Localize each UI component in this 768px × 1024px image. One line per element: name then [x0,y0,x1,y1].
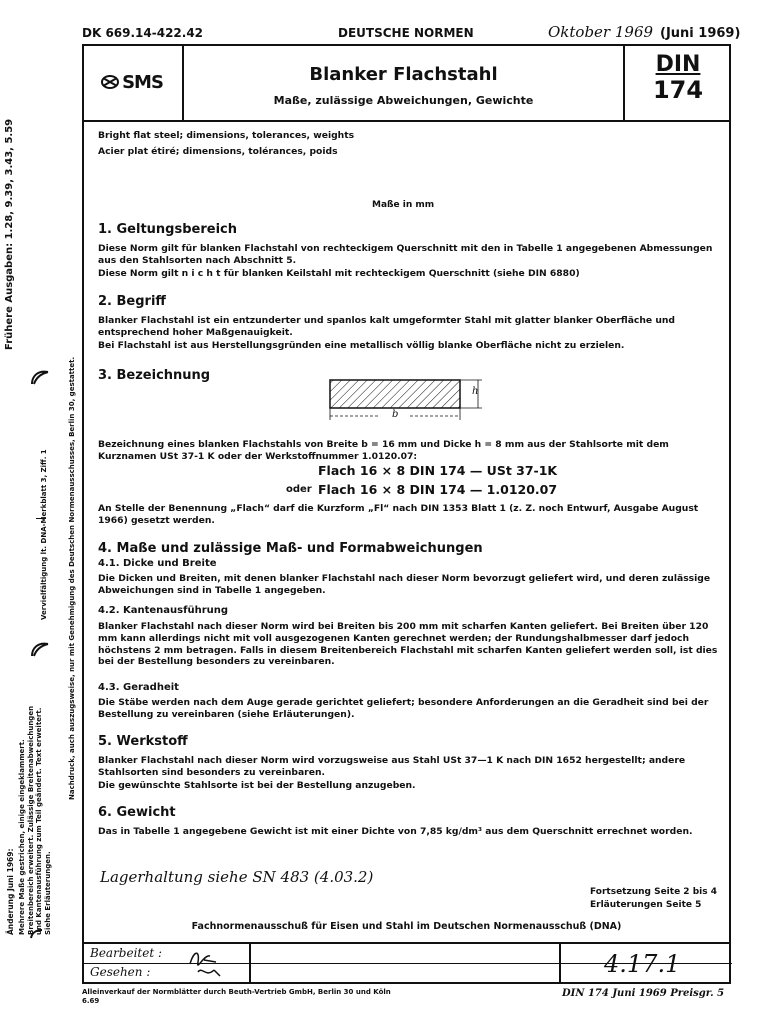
section-1-para-2: Diese Norm gilt n i c h t für blanken Keilstahl mit rechteckigem Querschnitt (siehe DIN 6880) [98,268,580,279]
section-2-para-1: Blanker Flachstahl ist ein entzunderter und spanlos kalt umgeformter Stahl mit glatter blanker Oberfläche und entsprechend hoher Maßgenauigkeit. [98,315,675,338]
sales-note: Alleinverkauf der Normblätter durch Beuth-Vertrieb GmbH, Berlin 30 und Köln [82,988,391,996]
section-4-1-heading: 4.1. Dicke und Breite [98,558,217,569]
section-3-heading: 3. Bezeichnung [98,368,211,383]
section-4-2-heading: 4.2. Kantenausführung [98,605,229,616]
sms-logo: SMS [101,72,163,93]
document-title: Blanker Flachstahl [309,64,498,85]
section-5-para-2: Die gewünschte Stahlsorte ist bei der Bestellung anzugeben. [98,780,416,791]
section-6-heading: 6. Gewicht [98,805,176,820]
code-divider [559,944,561,982]
dim-b-label: b [392,409,399,420]
change-title: Änderung Juni 1969: [6,848,15,935]
norm-heading: DEUTSCHE NORMEN [338,26,474,40]
binding-mark-1 [28,368,50,386]
gesehen-label: Gesehen : [90,965,151,979]
binding-mark-2 [28,640,50,658]
handwritten-date: Oktober 1969 [548,23,654,41]
continuation-line-2: Erläuterungen Seite 5 [590,900,702,910]
dim-h-label: h [472,386,479,397]
document-subtitle: Maße, zulässige Abweichungen, Gewichte [273,94,534,107]
footer-box [82,944,731,984]
print-date: (Juni 1969) [660,26,741,41]
section-1-heading: 1. Geltungsbereich [98,222,237,237]
din-number: 174 [652,76,704,104]
year-code: 6.69 [82,997,100,1005]
fold-mark [36,518,46,519]
example-designation-1: Flach 16 × 8 DIN 174 — USt 37-1K [318,463,558,478]
example-designation-2: Flach 16 × 8 DIN 174 — 1.0120.07 [318,482,558,497]
section-6-para-1: Das in Tabelle 1 angegebene Gewicht ist mit einer Dichte von 7,85 kg/dm³ aus dem Querschnitt errechnet worden. [98,826,693,837]
title-block [82,44,731,122]
section-2-para-2: Bei Flachstahl ist aus Herstellungsgründen eine metallisch völlig blanke Oberfläche nicht zu erzielen. [98,340,625,351]
handwritten-storage-note: Lagerhaltung siehe SN 483 (4.03.2) [100,868,374,886]
continuation-line-1: Fortsetzung Seite 2 bis 4 [590,887,717,897]
logo-cell [82,44,184,120]
bearbeitet-label: Bearbeitet : [90,946,163,960]
section-4-3-heading: 4.3. Geradheit [98,682,179,693]
committee-line: Fachnormenausschuß für Eisen und Stahl im Deutschen Normenausschuß (DNA) [191,921,622,932]
copy-note-1: Vervielfältigung lt. DNA-Merkblatt 3, Ziff. 1 [40,449,48,620]
section-4-3-para: Die Stäbe werden nach dem Auge gerade gerichtet geliefert; besondere Anforderungen an die Geradheit sind bei der Bestellung zu vereinbaren (siehe Erläuterungen). [98,697,709,720]
translation-en: Bright flat steel; dimensions, tolerances, weights [98,130,355,141]
din-block [623,44,731,120]
change-text: Mehrere Maße gestrichen, einige eingeklammert. Breitenbereich erweitert. Zulässige Breitenabweichungen und Kantenausführung zum Teil geändert. Text erweitert. Siehe Erläuterungen. [18,705,52,935]
section-4-2-para: Blanker Flachstahl nach dieser Norm wird bei Breiten bis 200 mm mit scharfen Kanten geliefert. Bei Breiten über 120 mm kann allerdings nicht mit voll ausgezogenen Kanten gerechnet werden; der Rundungshalbmesser darf jedoch höchstens 2 mm betragen. Falls in diesem Breitenbereich Flachstahl mit scharfen Kanten geliefert werden soll, ist dies bei der Bestellung besonders zu vereinbaren. [98,621,718,668]
units-note: Maße in mm [372,200,435,210]
copy-note-2: Nachdruck, auch auszugsweise, nur mit Genehmigung des Deutschen Normenausschusses, Berlin 30, gestattet. [68,356,76,800]
classification-code: 4.17.1 [604,950,681,978]
din-label: DIN [655,52,701,77]
section-1-para-1: Diese Norm gilt für blanken Flachstahl von rechteckigem Querschnitt mit den in Tabelle 1 angegebenen Abmessungen aus den Stahlsorten nach Abschnitt 5. [98,243,713,266]
din-reference: DIN 174 Juni 1969 Preisgr. 5 [562,988,725,999]
earlier-editions: Frühere Ausgaben: 1.28, 9.39, 3.43, 5.59 [4,118,15,350]
binding-mark-3 [28,928,44,940]
section-3-para-2: An Stelle der Benennung „Flach“ darf die Kurzform „Fl“ nach DIN 1353 Blatt 1 (z. Z. noch Entwurf, Ausgabe August 1966) gesetzt werden. [98,503,699,526]
section-4-heading: 4. Maße und zulässige Maß- und Formabweichungen [98,541,483,556]
section-3-para-1: Bezeichnung eines blanken Flachstahls von Breite b = 16 mm und Dicke h = 8 mm aus der Stahlsorte mit dem Kurznamen USt 37-1 K oder der Werkstoffnummer 1.0120.07: [98,439,669,462]
section-4-1-para: Die Dicken und Breiten, mit denen blanker Flachstahl nach dieser Norm bevorzugt geliefert wird, und deren zulässige Abweichungen sind in Tabelle 1 angegeben. [98,573,711,596]
signature-mark [184,946,234,980]
section-5-heading: 5. Werkstoff [98,734,188,749]
bowtie-icon [101,75,119,89]
dk-number: DK 669.14-422.42 [82,26,204,40]
translation-fr: Acier plat étiré; dimensions, tolérances, poids [98,146,338,157]
section-5-para-1: Blanker Flachstahl nach dieser Norm wird vorzugsweise aus Stahl USt 37—1 K nach DIN 1652 hergestellt; andere Stahlsorten sind besonders zu vereinbaren. [98,755,686,778]
oder-label: oder [286,484,312,495]
section-2-heading: 2. Begriff [98,294,166,309]
cross-section-drawing [320,376,490,424]
